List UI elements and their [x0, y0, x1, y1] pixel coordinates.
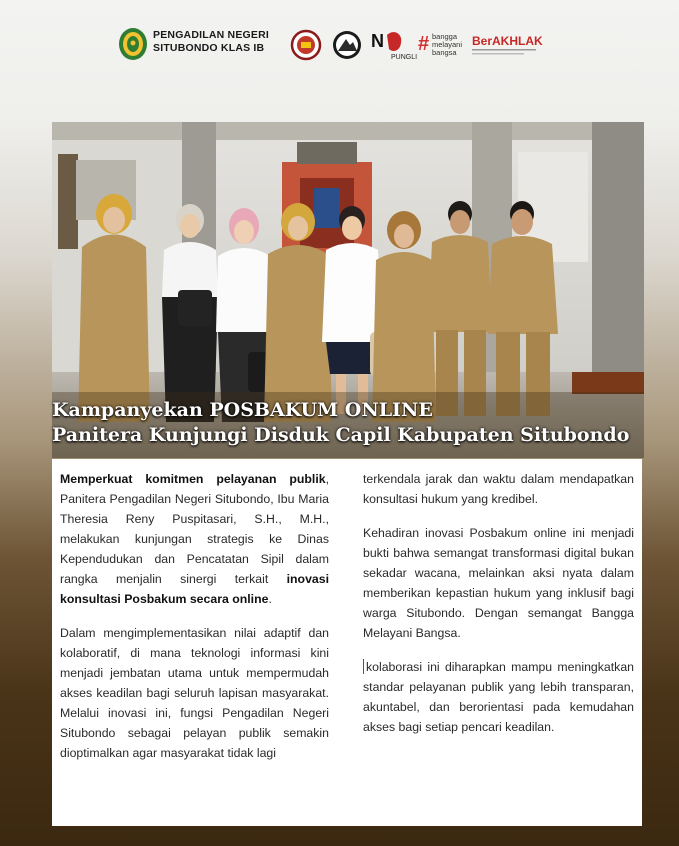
article-box: [52, 459, 642, 826]
headline-line2: Panitera Kunjungi Disduk Capil Kabupaten Situbondo: [52, 424, 630, 446]
bmb-line2: melayani: [432, 40, 463, 49]
headline-line1: Kampanyekan POSBAKUM ONLINE: [52, 399, 433, 421]
bmb-line3: bangsa: [432, 48, 457, 57]
institution-name-line2: SITUBONDO KLAS IB: [153, 42, 265, 54]
article-column-left: [60, 469, 329, 777]
bangga-melayani-bangsa-logo-icon: [418, 30, 468, 58]
mahkamah-agung-seal-icon: [291, 30, 321, 60]
svg-text:N: N: [371, 31, 384, 51]
headline: [52, 398, 672, 448]
paragraph-5-wrap: [363, 657, 634, 737]
bmb-line1: bangga: [432, 32, 458, 41]
paragraph-1-end: .: [268, 592, 272, 606]
logo-bar: [0, 24, 679, 68]
berakhlak-text: BerAKHLAK: [472, 34, 543, 48]
paragraph-1-text: , Panitera Pengadilan Negeri Situbondo, Ibu Maria Theresia Reny Puspitasari, S.H., M.H., melakukan kunjungan strategis ke Dinas Kependudukan dan Pencatatan Sipil dalam rangka menjalin sinergi terkait: [60, 472, 329, 586]
paragraph-1-bold-tail: inovasi konsultasi Posbakum secara online: [60, 572, 329, 606]
pengadilan-emblem-icon: [118, 27, 148, 61]
berakhlak-logo-icon: [472, 30, 544, 58]
svg-text:#: #: [418, 33, 430, 55]
paragraph-1-bold-lead: Memperkuat komitmen pelayanan publik: [60, 472, 326, 486]
paragraph-1: [60, 469, 329, 609]
paragraph-4: Kehadiran inovasi Posbakum online ini menjadi bukti bahwa semangat transformasi digital bukan sekadar wacana, melainkan aksi nyata dalam memberikan kepastian hukum yang inklusif bagi warga Situbondo. Dengan semangat Bangga Melayani Bangsa.: [363, 526, 634, 640]
text-cursor: [363, 659, 364, 674]
article-column-right: [363, 469, 634, 751]
institution-name-line1: PENGADILAN NEGERI: [153, 29, 269, 41]
paragraph-2: Dalam mengimplementasikan nilai adaptif dan kolaboratif, di mana teknologi informasi kini menjadi jembatan utama untuk mempermudah akses keadilan bagi seluruh lapisan masyarakat. Melalui inovasi ini, fungsi Pengadilan Negeri Situbondo sebagai pelayan publik semakin dioptimalkan agar masyarakat tidak lagi: [60, 626, 329, 760]
institution-name: [153, 29, 269, 55]
paragraph-3: terkendala jarak dan waktu dalam mendapatkan konsultasi hukum yang kredibel.: [363, 472, 634, 506]
no-pungli-logo-icon: [371, 27, 418, 61]
paragraph-5: kolaborasi ini diharapkan mampu meningkatkan standar pelayanan publik yang lebih transparan, akuntabel, dan berorientasi pada kemudahan akses bagi setiap pencari keadilan.: [363, 660, 634, 734]
no-pungli-text: PUNGLI: [391, 54, 418, 61]
mountain-seal-icon: [332, 30, 362, 60]
